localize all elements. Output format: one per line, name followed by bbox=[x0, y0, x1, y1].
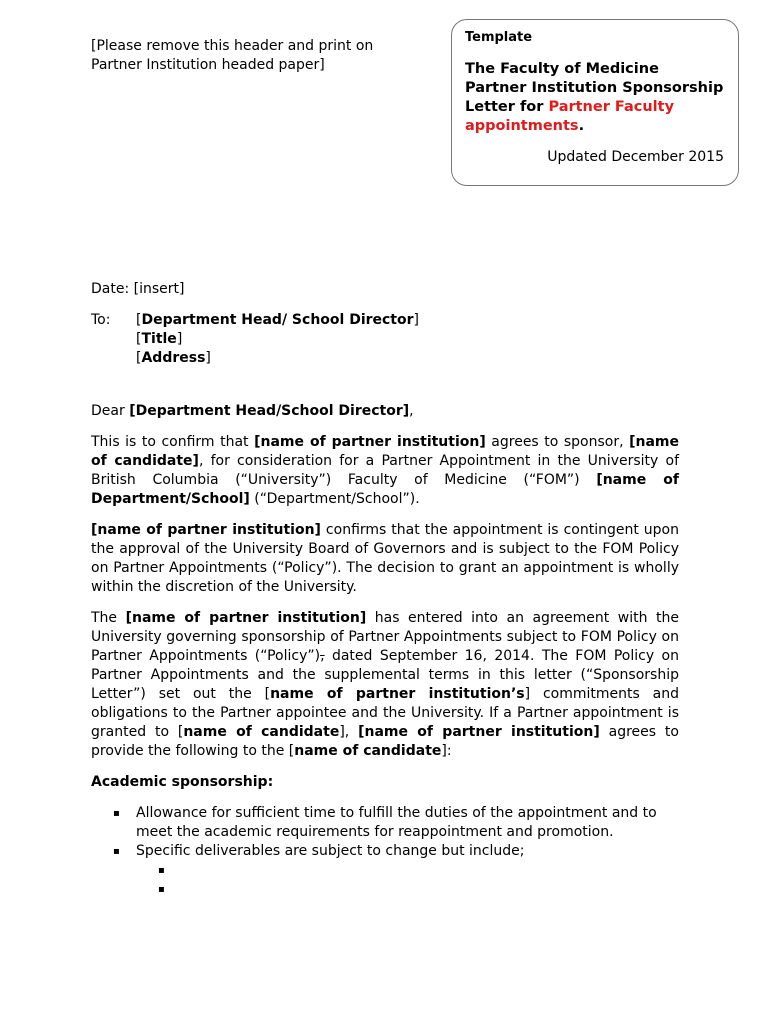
recipient-department-text: Department Head/ School Director bbox=[141, 312, 414, 328]
recipient-title bbox=[136, 330, 419, 349]
template-box bbox=[451, 19, 739, 186]
text: confirms that the appointment is contingent upon the approval of the University Board of Governors and is subject to the FOM Policy on Partner Appointments (“Policy”). The decision to grant an appointment is wholly within the discretion of the University. bbox=[91, 522, 679, 595]
sub-list-item bbox=[91, 861, 679, 880]
bullet-icon: ▪ bbox=[113, 846, 120, 857]
salutation-suffix: , bbox=[409, 403, 414, 419]
salutation bbox=[91, 402, 679, 421]
bullet-icon: ▪ bbox=[113, 808, 120, 819]
template-label: Template bbox=[465, 30, 533, 45]
placeholder-institution-possessive: name of partner institution’s bbox=[270, 686, 525, 702]
list-item bbox=[91, 842, 679, 861]
text: ], bbox=[339, 724, 359, 740]
bracket-close: ] bbox=[176, 331, 183, 347]
bullet-icon: ▪ bbox=[158, 884, 165, 895]
salutation-prefix: Dear bbox=[91, 403, 130, 419]
bullet-icon: ▪ bbox=[158, 865, 165, 876]
text: agrees to provide the following to the [ bbox=[91, 724, 679, 759]
list-item bbox=[91, 804, 679, 842]
template-title-highlight: Partner Faculty appointments bbox=[465, 99, 675, 134]
placeholder-institution: [name of partner institution] bbox=[358, 724, 600, 740]
placeholder-candidate: [name of candidate] bbox=[91, 434, 679, 469]
recipient-address-text: Address bbox=[141, 350, 206, 366]
recipient-lines bbox=[136, 311, 419, 368]
updated-date: Updated December 2015 bbox=[547, 149, 724, 165]
placeholder-department: [name of Department/School] bbox=[91, 472, 679, 507]
text: ]: bbox=[441, 743, 452, 759]
text: This is to confirm that bbox=[91, 434, 255, 450]
header-note-line2: Partner Institution headed paper] bbox=[91, 57, 325, 73]
paragraph-confirmation bbox=[91, 433, 679, 509]
letter-body bbox=[91, 402, 679, 899]
recipient-address bbox=[136, 349, 419, 368]
section-heading-academic-sponsorship: Academic sponsorship: bbox=[91, 774, 274, 790]
bracket-open: [ bbox=[136, 331, 142, 347]
template-title-text: The Faculty of Medicine Partner Institution Sponsorship Letter for bbox=[465, 61, 724, 115]
list-item-text: Allowance for sufficient time to fulfill the duties of the appointment and to meet the academic requirements for reappointment and promotion. bbox=[136, 805, 657, 840]
bracket-close: ] bbox=[205, 350, 211, 366]
placeholder-institution: [name of partner institution] bbox=[125, 610, 367, 626]
recipient-department bbox=[136, 311, 419, 330]
date-line bbox=[91, 280, 184, 299]
paragraph-contingency bbox=[91, 521, 679, 597]
list-item-text: Specific deliverables are subject to change but include; bbox=[136, 843, 525, 859]
date-label: Date: bbox=[91, 281, 130, 297]
sub-list-item bbox=[91, 880, 679, 899]
placeholder-candidate: name of candidate bbox=[294, 743, 442, 759]
bracket-open: [ bbox=[136, 312, 142, 328]
bracket-close: ] bbox=[413, 312, 419, 328]
recipient-title-text: Title bbox=[141, 331, 177, 347]
placeholder-candidate: name of candidate bbox=[183, 724, 340, 740]
header-note bbox=[91, 37, 421, 75]
template-title bbox=[465, 60, 724, 136]
header-note-line1: [Please remove this header and print on bbox=[91, 38, 374, 54]
to-label: To: bbox=[91, 312, 111, 328]
text: , for consideration for a Partner Appointment in the University of British Columbia (“University”) Faculty of Medicine (“FOM”) bbox=[91, 453, 679, 488]
bracket-open: [ bbox=[136, 350, 142, 366]
text: agrees to sponsor, bbox=[485, 434, 630, 450]
text: dated September 16, 2014. The FOM Policy on Partner Appointments and the supplemental terms in this letter (“Sponsorship Letter”) set out the [ bbox=[91, 648, 680, 702]
paragraph-agreement bbox=[91, 609, 679, 761]
text: has entered into an agreement with the University governing sponsorship of Partner Appointments subject to FOM Policy on Partner Appointments (“Policy”) bbox=[91, 610, 679, 664]
text: The bbox=[91, 610, 126, 626]
sponsorship-list bbox=[91, 804, 679, 861]
struck-comma: , bbox=[320, 648, 325, 664]
salutation-name: [Department Head/School Director] bbox=[129, 403, 410, 419]
placeholder-institution: [name of partner institution] bbox=[254, 434, 486, 450]
deliverables-sublist bbox=[91, 861, 679, 899]
text: ] commitments and obligations to the Partner appointee and the University. If a Partner appointment is granted to [ bbox=[91, 686, 679, 740]
text: (“Department/School”). bbox=[249, 491, 420, 507]
date-value: [insert] bbox=[133, 281, 185, 297]
placeholder-institution: [name of partner institution] bbox=[91, 522, 321, 538]
template-title-end: . bbox=[578, 118, 585, 134]
